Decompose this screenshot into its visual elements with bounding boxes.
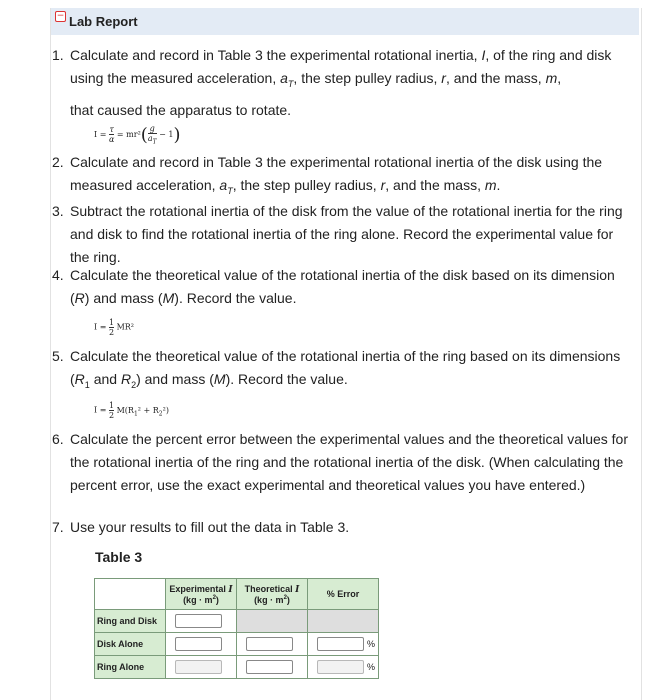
row-header: Ring and Disk [95, 610, 166, 633]
item-number: 4. [52, 267, 64, 283]
item-text: Calculate and record in Table 3 the experimental rotational inertia, I, of the ring and disk using the measured acceleration, $a_T$, the step pulley radius, r, and the mass, m, that caused the apparatus to rotate. [70, 47, 612, 118]
item-number: 5. [52, 348, 64, 364]
disk-experimental-input[interactable] [175, 637, 222, 651]
header-theoretical: Theoretical I $(kg \cdot m^2)$ [237, 579, 308, 610]
row-header: Ring Alone [95, 656, 166, 679]
table-label: Table 3 [95, 549, 143, 565]
equation-3: I = $\frac{1}{2}$ $M(R_1^2 + R_2^2)$ [94, 401, 169, 420]
table-cell [237, 610, 308, 633]
disk-theoretical-input[interactable] [246, 637, 293, 651]
item-text: Subtract the rotational inertia of the disk from the value of the rotational inertia for the ring and disk to find the rotational inertia of the ring alone. Record the experimental value for the ring. [70, 203, 623, 265]
minus-box-icon[interactable]: − [56, 11, 65, 21]
ring-experimental-input[interactable] [175, 660, 222, 674]
ring-percent-error-input[interactable] [317, 660, 364, 674]
table-cell [308, 656, 379, 679]
item-text: Calculate the theoretical value of the rotational inertia of the disk based on its dimension (R) and mass (M). Record the value. [70, 267, 615, 306]
item-text: Use your results to fill out the data in Table 3. [70, 519, 350, 535]
percent-label: % [366, 662, 375, 672]
ring-disk-experimental-input[interactable] [175, 614, 222, 628]
ring-theoretical-input[interactable] [246, 660, 293, 674]
section-header [51, 8, 639, 35]
item-number: 7. [52, 519, 64, 535]
table-cell [308, 610, 379, 633]
item-number: 2. [52, 154, 64, 170]
header-experimental: Experimental I $(kg \cdot m^2)$ [166, 579, 237, 610]
item-number: 6. [52, 431, 64, 447]
item-text: Calculate and record in Table 3 the experimental rotational inertia of the disk using the measured acceleration, $a_T$, the step pulley radius, r, and the mass, m. [70, 154, 603, 196]
table-corner [95, 579, 166, 610]
header-percent-error: % Error [308, 579, 379, 610]
table-cell [308, 633, 379, 656]
percent-label: % [366, 639, 375, 649]
table-cell [166, 610, 237, 633]
disk-percent-error-input[interactable] [317, 637, 364, 651]
table-cell [237, 633, 308, 656]
item-text: Calculate the percent error between the experimental values and the theoretical values for the rotational inertia of the ring and the rotational inertia of the disk. (When calculating the percent error, use the exact experimental and theoretical values you have entered.) [70, 431, 628, 493]
item-number: 1. [52, 47, 64, 63]
item-number: 3. [52, 203, 64, 219]
row-header: Disk Alone [95, 633, 166, 656]
equation-1: I = $\frac{\tau}{\alpha}$ = mr²( $\frac{g}{a_T}$ − 1) [94, 124, 181, 146]
data-table [94, 578, 379, 679]
section-title: Lab Report [69, 14, 138, 29]
item-text: Calculate the theoretical value of the rotational inertia of the ring based on its dimensions ($R_1$ and $R_2$) and mass (M). Record the value. [70, 348, 621, 390]
equation-2: I = $\frac{1}{2}$ MR² [94, 318, 135, 337]
table-cell [166, 656, 237, 679]
table-cell [166, 633, 237, 656]
table-cell [237, 656, 308, 679]
